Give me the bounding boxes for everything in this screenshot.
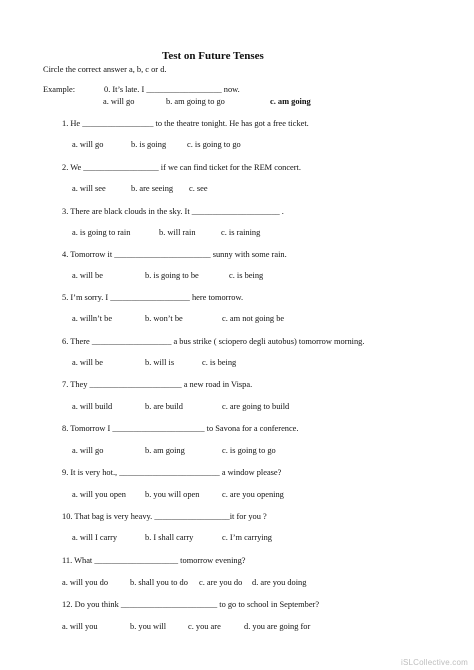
question-2-sentence: 2. We __________________ if we can find ticket for the REM concert.: [62, 163, 301, 172]
question-5-option-a[interactable]: a. willn’t be: [72, 314, 113, 323]
question-8-option-b[interactable]: b. am going: [145, 446, 185, 455]
question-8-option-a[interactable]: a. will go: [72, 446, 104, 455]
question-7-option-c[interactable]: c. are going to build: [222, 402, 290, 411]
question-10-option-c[interactable]: c. I’m carrying: [222, 533, 272, 542]
worksheet-title: Test on Future Tenses: [162, 50, 264, 62]
question-7-option-a[interactable]: a. will build: [72, 402, 113, 411]
question-9-sentence: 9. It is very hot., ________________________ a window please?: [62, 468, 282, 477]
question-9-option-b[interactable]: b. you will open: [145, 490, 200, 499]
question-11-sentence: 11. What ____________________ tomorrow evening?: [62, 556, 246, 565]
question-6-option-b[interactable]: b. will is: [145, 358, 175, 367]
example-sentence: 0. It’s late. I __________________ now.: [104, 85, 240, 94]
example-option-b: b. am going to go: [166, 97, 225, 106]
question-5-option-c[interactable]: c. am not going be: [222, 314, 285, 323]
question-1-option-c[interactable]: c. is going to go: [187, 140, 241, 149]
question-3-option-a[interactable]: a. is going to rain: [72, 228, 131, 237]
question-9-option-c[interactable]: c. are you opening: [222, 490, 284, 499]
question-11-option-a[interactable]: a. will you do: [62, 578, 109, 587]
question-7-sentence: 7. They ______________________ a new road in Vispa.: [62, 380, 253, 389]
question-7-option-b[interactable]: b. are build: [145, 402, 183, 411]
example-option-a: a. will go: [103, 97, 135, 106]
question-6-sentence: 6. There ___________________ a bus strike ( sciopero degli autobus) tomorrow morning.: [62, 337, 365, 346]
question-11-option-d[interactable]: d. are you doing: [252, 578, 307, 587]
question-8-sentence: 8. Tomorrow I ______________________ to Savona for a conference.: [62, 424, 299, 433]
example-option-c: c. am going: [270, 97, 311, 106]
question-10-sentence: 10. That bag is very heavy. __________________it for you ?: [62, 512, 267, 521]
question-12-sentence: 12. Do you think _______________________ to go to school in September?: [62, 600, 320, 609]
question-12-option-a[interactable]: a. will you: [62, 622, 98, 631]
question-3-option-c[interactable]: c. is raining: [221, 228, 261, 237]
question-12-option-b[interactable]: b. you will: [130, 622, 167, 631]
question-5-option-b[interactable]: b. won’t be: [145, 314, 183, 323]
instruction-text: Circle the correct answer a, b, c or d.: [43, 65, 167, 74]
watermark: iSLCollective.com: [401, 658, 468, 667]
question-10-option-a[interactable]: a. will I carry: [72, 533, 118, 542]
question-1-sentence: 1. He _________________ to the theatre tonight. He has got a free ticket.: [62, 119, 309, 128]
question-10-option-b[interactable]: b. I shall carry: [145, 533, 194, 542]
question-5-sentence: 5. I’m sorry. I ___________________ here tomorrow.: [62, 293, 244, 302]
question-4-option-b[interactable]: b. is going to be: [145, 271, 199, 280]
question-8-option-c[interactable]: c. is going to go: [222, 446, 276, 455]
example-label: Example:: [43, 85, 76, 94]
question-2-option-c[interactable]: c. see: [189, 184, 208, 193]
question-4-option-a[interactable]: a. will be: [72, 271, 103, 280]
question-2-option-b[interactable]: b. are seeing: [131, 184, 174, 193]
question-1-option-a[interactable]: a. will go: [72, 140, 104, 149]
question-6-option-a[interactable]: a. will be: [72, 358, 103, 367]
question-9-option-a[interactable]: a. will you open: [72, 490, 126, 499]
question-4-option-c[interactable]: c. is being: [229, 271, 264, 280]
question-11-option-c[interactable]: c. are you do: [199, 578, 243, 587]
question-1-option-b[interactable]: b. is going: [131, 140, 167, 149]
question-12-option-d[interactable]: d. you are going for: [244, 622, 311, 631]
question-3-option-b[interactable]: b. will rain: [159, 228, 196, 237]
question-3-sentence: 3. There are black clouds in the sky. It _____________________ .: [62, 207, 284, 216]
question-11-option-b[interactable]: b. shall you to do: [130, 578, 188, 587]
question-2-option-a[interactable]: a. will see: [72, 184, 106, 193]
question-12-option-c[interactable]: c. you are: [188, 622, 221, 631]
question-4-sentence: 4. Tomorrow it _______________________ sunny with some rain.: [62, 250, 287, 259]
question-6-option-c[interactable]: c. is being: [202, 358, 237, 367]
